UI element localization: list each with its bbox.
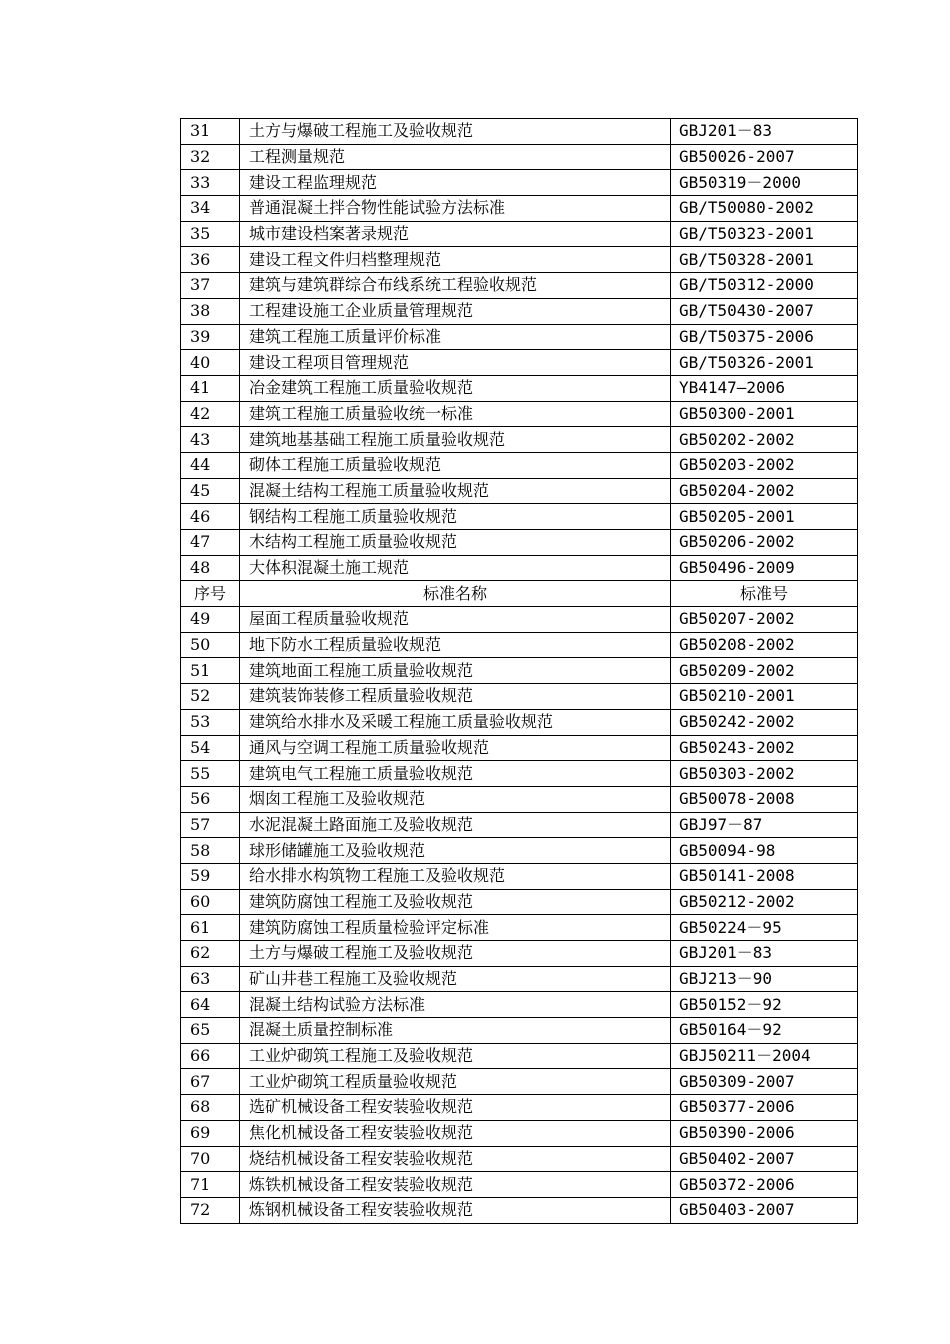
standard-code-cell: GB50204-2002	[671, 478, 858, 504]
standard-name-cell: 建筑装饰装修工程质量验收规范	[240, 684, 671, 710]
row-number-cell: 50	[181, 632, 240, 658]
standard-name-cell: 建筑电气工程施工质量验收规范	[240, 761, 671, 787]
standard-code-cell: GB50212-2002	[671, 889, 858, 915]
table-row	[181, 478, 858, 504]
standard-name-cell: 冶金建筑工程施工质量验收规范	[240, 375, 671, 401]
standard-name-cell: 水泥混凝土路面施工及验收规范	[240, 812, 671, 838]
row-number-cell: 62	[181, 941, 240, 967]
table-row	[181, 684, 858, 710]
table-row	[181, 427, 858, 453]
standard-name-cell: 烧结机械设备工程安装验收规范	[240, 1146, 671, 1172]
row-number-cell: 43	[181, 427, 240, 453]
standard-code-cell: GB50224－95	[671, 915, 858, 941]
row-number-cell: 31	[181, 119, 240, 145]
standard-code-cell: GB/T50080-2002	[671, 196, 858, 222]
standard-code-cell: GB50372-2006	[671, 1172, 858, 1198]
table-row	[181, 838, 858, 864]
table-row	[181, 632, 858, 658]
standard-name-cell: 建筑工程施工质量评价标准	[240, 324, 671, 350]
row-number-cell: 69	[181, 1120, 240, 1146]
table-row	[181, 530, 858, 556]
standard-code-cell: GB50164－92	[671, 1018, 858, 1044]
standard-code-cell: GB50141-2008	[671, 863, 858, 889]
standard-code-cell: GB/T50328-2001	[671, 247, 858, 273]
standard-name-cell: 建设工程文件归档整理规范	[240, 247, 671, 273]
row-number-cell: 64	[181, 992, 240, 1018]
standard-code-cell: GB50152－92	[671, 992, 858, 1018]
standard-name-cell: 工程测量规范	[240, 144, 671, 170]
row-number-cell: 45	[181, 478, 240, 504]
standard-name-cell: 木结构工程施工质量验收规范	[240, 530, 671, 556]
table-row	[181, 1172, 858, 1198]
standard-code-cell: GB50402-2007	[671, 1146, 858, 1172]
row-number-cell: 47	[181, 530, 240, 556]
row-number-cell: 71	[181, 1172, 240, 1198]
standard-code-cell: GB50300-2001	[671, 401, 858, 427]
row-number-cell: 56	[181, 786, 240, 812]
standard-name-cell: 选矿机械设备工程安装验收规范	[240, 1095, 671, 1121]
standard-code-cell: GB50209-2002	[671, 658, 858, 684]
standard-code-cell: GB/T50323-2001	[671, 221, 858, 247]
row-number-cell: 51	[181, 658, 240, 684]
table-row	[181, 504, 858, 530]
standard-name-cell: 屋面工程质量验收规范	[240, 607, 671, 633]
row-number-cell: 57	[181, 812, 240, 838]
row-number-cell: 33	[181, 170, 240, 196]
standard-name-cell: 给水排水构筑物工程施工及验收规范	[240, 863, 671, 889]
row-number-cell: 34	[181, 196, 240, 222]
standard-name-cell: 建筑防腐蚀工程质量检验评定标准	[240, 915, 671, 941]
standard-code-cell: GB50309-2007	[671, 1069, 858, 1095]
table-row	[181, 1197, 858, 1223]
table-row	[181, 375, 858, 401]
standard-name-cell: 炼钢机械设备工程安装验收规范	[240, 1197, 671, 1223]
row-number-cell: 63	[181, 966, 240, 992]
table-row	[181, 915, 858, 941]
table-row	[181, 812, 858, 838]
table-row	[181, 452, 858, 478]
standard-code-cell: GBJ50211－2004	[671, 1043, 858, 1069]
header-row-number-cell: 序号	[181, 581, 240, 607]
standard-code-cell: GB/T50312-2000	[671, 273, 858, 299]
row-number-cell: 61	[181, 915, 240, 941]
standard-code-cell: GB50243-2002	[671, 735, 858, 761]
row-number-cell: 32	[181, 144, 240, 170]
standard-name-cell: 矿山井巷工程施工及验收规范	[240, 966, 671, 992]
row-number-cell: 53	[181, 709, 240, 735]
standard-code-cell: GB50390-2006	[671, 1120, 858, 1146]
row-number-cell: 36	[181, 247, 240, 273]
table-row	[181, 889, 858, 915]
standard-code-cell: GB50303-2002	[671, 761, 858, 787]
table-row	[181, 350, 858, 376]
table-row	[181, 324, 858, 350]
row-number-cell: 60	[181, 889, 240, 915]
table-row	[181, 761, 858, 787]
standard-name-cell: 焦化机械设备工程安装验收规范	[240, 1120, 671, 1146]
standard-code-cell: GBJ201－83	[671, 119, 858, 145]
table-header-row	[181, 581, 858, 607]
standard-name-cell: 地下防水工程质量验收规范	[240, 632, 671, 658]
row-number-cell: 70	[181, 1146, 240, 1172]
table-row	[181, 247, 858, 273]
standard-code-cell: GBJ201－83	[671, 941, 858, 967]
standard-code-cell: GB50319－2000	[671, 170, 858, 196]
standard-name-cell: 炼铁机械设备工程安装验收规范	[240, 1172, 671, 1198]
standard-code-cell: GB/T50375-2006	[671, 324, 858, 350]
header-standard-name-cell: 标准名称	[240, 581, 671, 607]
standard-name-cell: 土方与爆破工程施工及验收规范	[240, 941, 671, 967]
standard-code-cell: GB50208-2002	[671, 632, 858, 658]
row-number-cell: 44	[181, 452, 240, 478]
standard-name-cell: 建筑给水排水及采暖工程施工质量验收规范	[240, 709, 671, 735]
table-row	[181, 1146, 858, 1172]
table-row	[181, 1069, 858, 1095]
row-number-cell: 46	[181, 504, 240, 530]
standard-name-cell: 土方与爆破工程施工及验收规范	[240, 119, 671, 145]
standard-code-cell: GBJ213－90	[671, 966, 858, 992]
standard-name-cell: 通风与空调工程施工质量验收规范	[240, 735, 671, 761]
table-row	[181, 298, 858, 324]
table-row	[181, 119, 858, 145]
row-number-cell: 35	[181, 221, 240, 247]
standard-name-cell: 工业炉砌筑工程质量验收规范	[240, 1069, 671, 1095]
table-row	[181, 992, 858, 1018]
standard-code-cell: GB50094-98	[671, 838, 858, 864]
standards-table-body	[181, 119, 858, 1224]
row-number-cell: 52	[181, 684, 240, 710]
standard-name-cell: 建筑工程施工质量验收统一标准	[240, 401, 671, 427]
standard-name-cell: 混凝土结构工程施工质量验收规范	[240, 478, 671, 504]
standard-name-cell: 建筑地面工程施工质量验收规范	[240, 658, 671, 684]
row-number-cell: 68	[181, 1095, 240, 1121]
standard-name-cell: 建筑地基基础工程施工质量验收规范	[240, 427, 671, 453]
standard-name-cell: 建设工程项目管理规范	[240, 350, 671, 376]
table-row	[181, 786, 858, 812]
standard-code-cell: GB50403-2007	[671, 1197, 858, 1223]
standard-name-cell: 球形储罐施工及验收规范	[240, 838, 671, 864]
table-row	[181, 709, 858, 735]
standard-code-cell: GB50206-2002	[671, 530, 858, 556]
standard-code-cell: GB50377-2006	[671, 1095, 858, 1121]
standard-code-cell: GB50205-2001	[671, 504, 858, 530]
table-row	[181, 607, 858, 633]
standard-name-cell: 普通混凝土拌合物性能试验方法标准	[240, 196, 671, 222]
row-number-cell: 39	[181, 324, 240, 350]
table-row	[181, 1018, 858, 1044]
row-number-cell: 42	[181, 401, 240, 427]
table-row	[181, 196, 858, 222]
standard-name-cell: 混凝土结构试验方法标准	[240, 992, 671, 1018]
standard-code-cell: GB50210-2001	[671, 684, 858, 710]
standard-name-cell: 建设工程监理规范	[240, 170, 671, 196]
table-row	[181, 658, 858, 684]
standard-name-cell: 大体积混凝土施工规范	[240, 555, 671, 581]
table-row	[181, 1120, 858, 1146]
row-number-cell: 58	[181, 838, 240, 864]
row-number-cell: 59	[181, 863, 240, 889]
standard-name-cell: 混凝土质量控制标准	[240, 1018, 671, 1044]
table-row	[181, 221, 858, 247]
table-row	[181, 966, 858, 992]
table-row	[181, 170, 858, 196]
table-row	[181, 401, 858, 427]
row-number-cell: 55	[181, 761, 240, 787]
standard-code-cell: YB4147—2006	[671, 375, 858, 401]
standard-name-cell: 钢结构工程施工质量验收规范	[240, 504, 671, 530]
standard-code-cell: GB50207-2002	[671, 607, 858, 633]
header-standard-code-cell: 标准号	[671, 581, 858, 607]
standard-name-cell: 建筑与建筑群综合布线系统工程验收规范	[240, 273, 671, 299]
row-number-cell: 37	[181, 273, 240, 299]
table-row	[181, 273, 858, 299]
standard-code-cell: GB50202-2002	[671, 427, 858, 453]
standard-name-cell: 工业炉砌筑工程施工及验收规范	[240, 1043, 671, 1069]
row-number-cell: 65	[181, 1018, 240, 1044]
table-row	[181, 735, 858, 761]
row-number-cell: 48	[181, 555, 240, 581]
row-number-cell: 38	[181, 298, 240, 324]
row-number-cell: 72	[181, 1197, 240, 1223]
standard-name-cell: 城市建设档案著录规范	[240, 221, 671, 247]
table-row	[181, 863, 858, 889]
row-number-cell: 40	[181, 350, 240, 376]
table-row	[181, 555, 858, 581]
standard-code-cell: GB/T50326-2001	[671, 350, 858, 376]
standard-code-cell: GB/T50430-2007	[671, 298, 858, 324]
standard-code-cell: GB50026-2007	[671, 144, 858, 170]
table-row	[181, 1043, 858, 1069]
standard-code-cell: GBJ97－87	[671, 812, 858, 838]
row-number-cell: 54	[181, 735, 240, 761]
standard-name-cell: 工程建设施工企业质量管理规范	[240, 298, 671, 324]
standard-name-cell: 烟囱工程施工及验收规范	[240, 786, 671, 812]
standard-name-cell: 砌体工程施工质量验收规范	[240, 452, 671, 478]
row-number-cell: 66	[181, 1043, 240, 1069]
standard-code-cell: GB50078-2008	[671, 786, 858, 812]
row-number-cell: 49	[181, 607, 240, 633]
table-row	[181, 1095, 858, 1121]
standards-table	[180, 118, 858, 1224]
row-number-cell: 41	[181, 375, 240, 401]
standard-name-cell: 建筑防腐蚀工程施工及验收规范	[240, 889, 671, 915]
row-number-cell: 67	[181, 1069, 240, 1095]
standard-code-cell: GB50496-2009	[671, 555, 858, 581]
standard-code-cell: GB50242-2002	[671, 709, 858, 735]
standard-code-cell: GB50203-2002	[671, 452, 858, 478]
table-row	[181, 941, 858, 967]
table-row	[181, 144, 858, 170]
